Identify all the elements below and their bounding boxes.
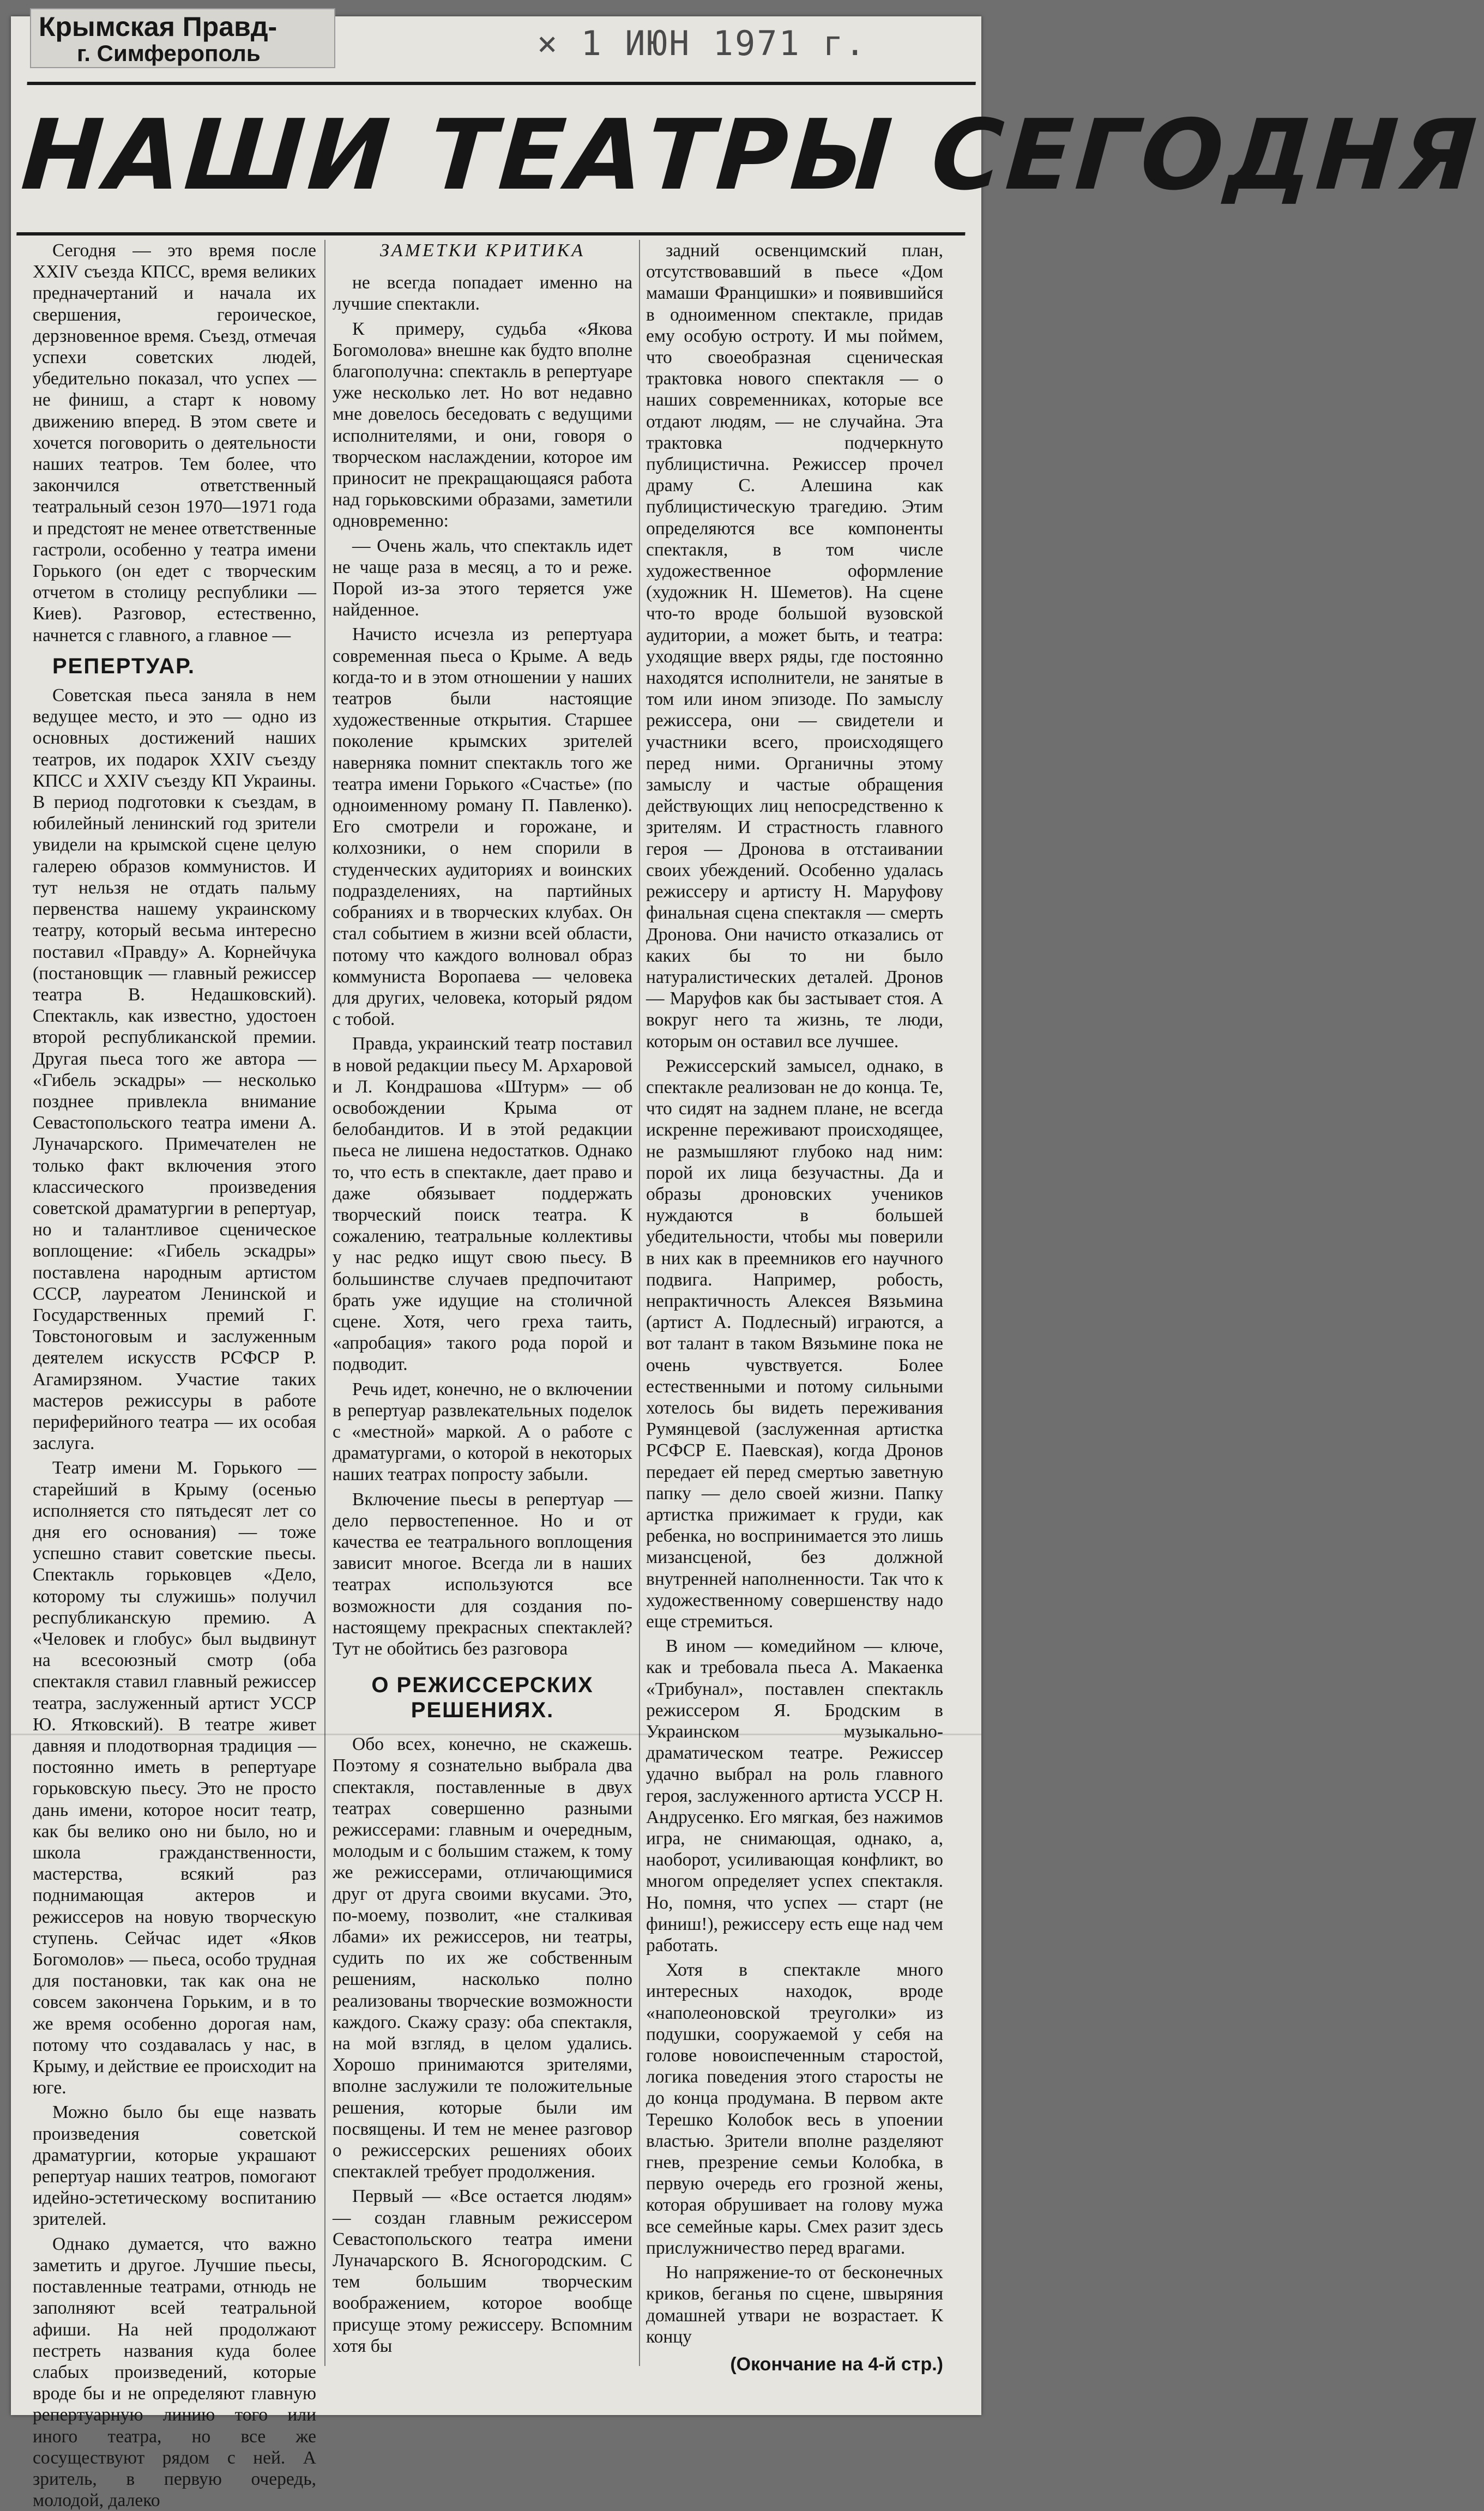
paragraph: Обо всех, конечно, не скажешь. Поэтому я сознательно выбрала два спектакля, поставленные в двух театрах совершенно разными режиссерами: главным и очередным, молодым и с большим стажем, к тому же режиссерами, отличающимися друг от друга своими вкусами. Это, по-моему, позволит, «не сталкивая лбами» их режиссеров, ни театры, судить по их же собственным решениям, насколько полно реализованы творческие возможности каждого. Скажу сразу: оба спектакля, на мой взгляд, в целом удались. Хорошо принимаются зрителями, вполне заслужили те положительные решения, которые были им посвящены. И тем не менее разговор о режиссерских решениях обоих спектаклей требует продолжения. <box>333 1734 632 2182</box>
source-city: г. Симферополь <box>77 40 261 66</box>
paragraph: задний освенцимский план, отсутствовавший в пьесе «Дом мамаши Францишки» и появившийся в одноименном спектакле, придав ему особую остроту. И мы поймем, что своеобразная сценическая трактовка нового спектакля — о наших современниках, которые все отдают людям, — не случайна. Эта трактовка подчеркнуто публицистична. Режиссер прочел драму С. Алешина как публицистическую трагедию. Этим определяются все компоненты спектакля, в том числе художественное оформление (художник Н. Шеметов). На сцене что-то вроде большой вузовской аудитории, а может быть, и театра: уходящие вверх ряды, где постоянно находятся исполнители, не занятые в том или ином эпизоде. По замыслу режиссера, они — свидетели и участники всего, происходящего перед ними. Органичны этому замыслу и частые обращения действующих лиц непосредственно к зрителям. И страстность главного героя — Дронова в отстаивании своих убеждений. Особенно удалась режиссеру и артисту Н. Маруфову финальная сцена спектакля — смерть Дронова. Они начисто отказались от каких бы то ни было натуралистических деталей. Дронов — Маруфов как бы застывает стоя. А вокруг него та жизнь, те люди, которым он оставил все лучшее. <box>646 240 943 1052</box>
column-1 <box>33 240 316 2511</box>
paragraph: Советская пьеса заняла в нем ведущее место, и это — одно из основных достижений наших театров, их подарок XXIV съезду КПСС и XXIV съезду КП Украины. В период подготовки к съездам, в юбилейный ленинский год зрители увидели на крымской сцене целую галерею образов коммунистов. И тут нельзя не отдать пальму первенства нашему украинскому театру, который весьма интересно поставил «Правду» А. Корнейчука (постановщик — главный режиссер театра В. Недашковский). Спектакль, как известно, удостоен второй республиканской премии. Другая пьеса того же автора — «Гибель эскадры» — несколько позднее привлекла внимание Севастопольского театра имени А. Луначарского. Примечателен не только факт включения этого классического произведения советской драматургии в репертуар, но и талантливое сценическое воплощение: «Гибель эскадры» поставлена народным артистом СССР, лауреатом Ленинской и Государственных премий Г. Товстоноговым и заслуженным деятелем искусств РСФСР Р. Агамирзяном. Участие таких мастеров режиссуры в работе периферийного театра — их особая заслуга. <box>33 685 316 1454</box>
paragraph: В ином — комедийном — ключе, как и требовала пьеса А. Макаенка «Трибунал», поставлен спектакль режиссером Я. Бродским в Украинском музыкально-драматическом театре. Режиссер удачно выбрал на роль главного героя, заслуженного артиста УССР Н. Андрусенко. Его мягкая, без нажимов игра, не снимающая, однако, а, наоборот, усиливающая конфликт, во многом определяет успех спектакля. Но, помня, что успех — старт (не финиш!), режиссеру есть еще над чем работать. <box>646 1636 943 1956</box>
section-heading-directors: О РЕЖИССЕРСКИХ РЕШЕНИЯХ. <box>371 1673 594 1723</box>
continuation-note: (Окончание на 4-й стр.) <box>730 2353 943 2375</box>
column-rule <box>324 240 325 2366</box>
paragraph: Правда, украинский театр поставил в новой редакции пьесу М. Архаровой и Л. Кондрашова «Штурм» — об освобождении Крыма от белобандитов. И в этой редакции пьеса не лишена недостатков. Однако то, что есть в спектакле, дает право и даже обязывает поддержать творческий поиск театра. К сожалению, театральные коллективы у нас редко ищут свою пьесу. В большинстве случаев предпочитают брать уже идущие на столичной сцене. Хотя, чего греха таить, «апробация» такого рода порой и подводит. <box>333 1034 632 1375</box>
paragraph: Сегодня — это время после XXIV съезда КПСС, время великих предначертаний и начала их свершения, героическое, дерзновенное время. Съезд, отмечая успехи советских людей, убедительно показал, что успех — не финиш, а старт к новому движению вперед. В этом свете и хочется поговорить о деятельности наших театров. Тем более, что закончился ответственный театральный сезон 1970—1971 года и предстоят не менее ответственные гастроли, особенно у театра имени Горького (он едет с творческим отчетом в столицу республики — Киев). Разговор, естественно, начнется с главного, а главное — <box>33 240 316 645</box>
paragraph: — Очень жаль, что спектакль идет не чаще раза в месяц, а то и реже. Порой из-за этого теряется уже найденное. <box>333 535 632 620</box>
source-paper: Крымская Правд- <box>39 11 278 42</box>
paragraph: Можно было бы еще назвать произведения советской драматургии, которые украшают репертуар наших театров, помогают идейно-эстетическому воспитанию зрителей. <box>33 2102 316 2230</box>
headline: НАШИ ТЕАТРЫ СЕГОДНЯ <box>16 82 976 236</box>
paper-fold-line <box>11 1734 981 1735</box>
paragraph: Начисто исчезла из репертуара современная пьеса о Крыме. А ведь когда-то и в этом отношении у наших театров были настоящие художественные открытия. Старшее поколение крымских зрителей наверняка помнит спектакль того же театра имени Горького «Счастье» (по одноименному роману П. Павленко). Его смотрели и горожане, и колхозники, о нем спорили в студенческих аудиториях и воинских подразделениях, на партийных собраниях и в творческих клубах. Он стал событием в жизни всей области, потому что каждого волновал образ коммуниста Воропаева — человека для других, человека, который рядом с тобой. <box>333 624 632 1030</box>
paragraph: Но напряжение-то от бесконечных криков, беганья по сцене, швыряния домашней утвари не возрастает. К концу <box>646 2262 943 2347</box>
paragraph: Включение пьесы в репертуар — дело первостепенное. Но и от качества ее театрального воплощения зависит многое. Всегда ли в наших театрах используются все возможности для создания по-настоящему прекрасных спектаклей? Тут не обойтись без разговора <box>333 1489 632 1659</box>
paragraph: Речь идет, конечно, не о включении в репертуар развлекательных поделок с «местной» маркой. А о работе с драматургами, о которой в некоторых наших театрах попросту забыли. <box>333 1379 632 1485</box>
paragraph: Театр имени М. Горького — старейший в Крыму (осенью исполняется сто пятьдесят лет со дня его основания) — тоже успешно ставит советские пьесы. Спектакль горьковцев «Дело, которому ты служишь» получил республиканскую премию. А «Человек и глобус» был выдвинут на всесоюзный смотр (оба спектакля ставил главный режиссер театра, заслуженный артист УССР Ю. Ятковский). В театре живет давняя и плодотворная традиция — постоянно иметь в репертуаре горьковскую пьесу. Это не просто дань имени, которое носит театр, как бы велико оно ни было, но и школа гражданственности, мастерства, всякий раз поднимающая актеров и режиссеров на новую творческую ступень. Сейчас идет «Яков Богомолов» — пьеса, особо трудная для постановки, так как она не совсем закончена Горьким, и в то же время особенно дорогая нам, потому что создавалась у нас, в Крыму, и действие ее происходит на юге. <box>33 1458 316 2098</box>
date-stamp: × 1 ИЮН 1971 г. <box>537 23 867 63</box>
paragraph: К примеру, судьба «Якова Богомолова» внешне как будто вполне благополучна: спектакль в репертуаре уже несколько лет. Но вот недавно мне довелось беседовать с ведущими исполнителями, и они, говоря о творческом наслаждении, которое им приносит не прекращающаяся работа над горьковскими образами, заметили одновременно: <box>333 318 632 532</box>
column-rule <box>639 240 640 2366</box>
kicker: ЗАМЕТКИ КРИТИКА <box>380 240 585 261</box>
section-heading-repertoire: РЕПЕРТУАР. <box>52 654 195 678</box>
paragraph: Хотя в спектакле много интересных находок, вроде «наполеоновской треуголки» из подушки, сооружаемой у себя на голове новоиспеченным старостой, логика поведения этого старосты не до конца продумана. В первом акте Терешко Колобок весь в упоении властью. Зрители вполне разделяют гнев, презрение семьи Колобка, в первую очередь его грозной жены, которая обрушивает на голову мужа все семейные кары. Смех разит здесь прислужничество перед врагами. <box>646 1960 943 2258</box>
paragraph: Первый — «Все остается людям» — создан главным режиссером Севастопольского театра имени Луначарского В. Ясногородским. С тем большим творческим воображением, которое вообще присуще этому режиссеру. Вспомним хотя бы <box>333 2186 632 2356</box>
column-3 <box>646 240 943 2377</box>
paragraph: Режиссерский замысел, однако, в спектакле реализован не до конца. Те, что сидят на заднем плане, не всегда искренне переживают происходящее, не размышляют глубоко над ним: порой их лица безучастны. Да и образы дроновских учеников нуждаются в большей убедительности, чтобы мы поверили в них как в преемников его научного подвига. Например, робость, непрактичность Алексея Вязьмина (артист А. Подлесный) играются, а вот талант в таком Вязьмине пока не очень чувствуется. Более естественными и потому сильными хотелось бы видеть переживания Румянцевой (заслуженная артистка РСФСР Е. Паевская), когда Дронов передает ей перед смертью заветную папку — дело своей жизни. Папку артистка прижимает к груди, как ребенка, но воспринимается это лишь мизансценой, без должной внутренней наполненности. Так что к художественному совершенству надо еще стремиться. <box>646 1055 943 1632</box>
paragraph: не всегда попадает именно на лучшие спектакли. <box>333 273 632 315</box>
paragraph: Однако думается, что важно заметить и другое. Лучшие пьесы, поставленные театрами, отнюдь не заполняют всей театральной афиши. На ней продолжают пестреть названия куда более слабых произведений, которые вроде бы и не определяют главную репертуарную линию того или иного театра, но все же сосуществуют рядом с ней. А зритель, в первую очередь, молодой, далеко <box>33 2234 316 2511</box>
source-label <box>30 8 335 68</box>
column-2 <box>333 240 632 2377</box>
